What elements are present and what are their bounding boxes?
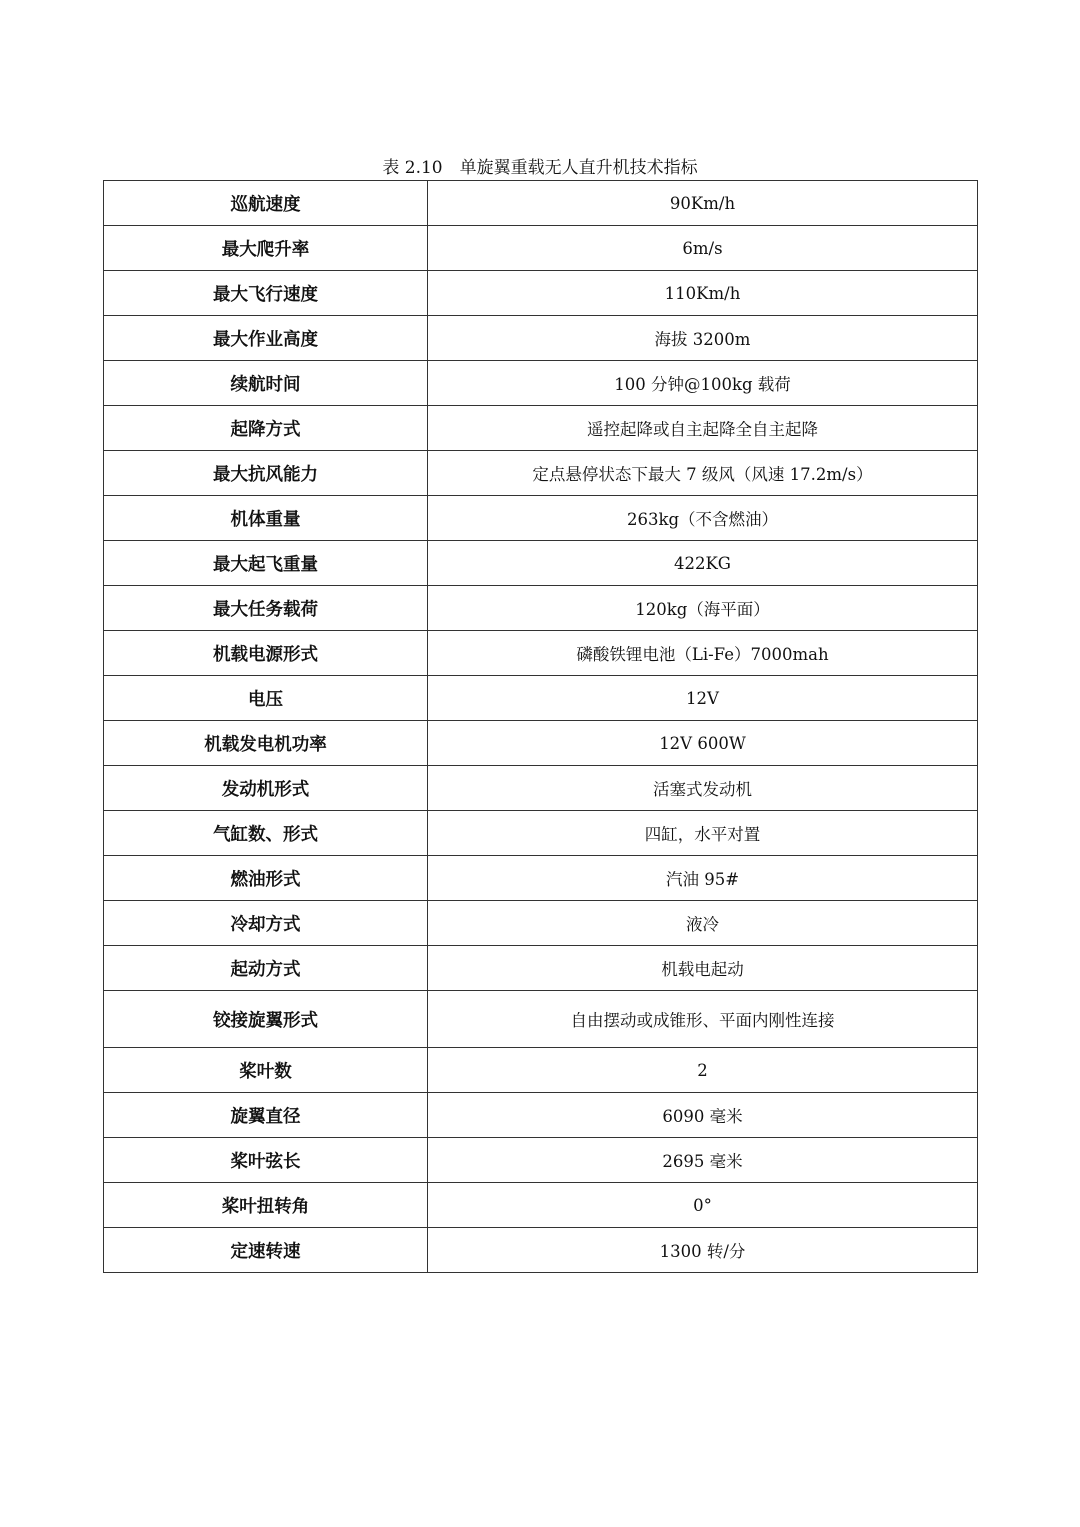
table-row <box>104 1183 978 1228</box>
param-value: 120kg（海平面） <box>428 586 978 631</box>
param-value: 海拔 3200m <box>428 316 978 361</box>
param-value: 2695 毫米 <box>428 1138 978 1183</box>
table-row <box>104 1048 978 1093</box>
param-name: 最大起飞重量 <box>104 541 428 586</box>
param-value: 422KG <box>428 541 978 586</box>
table-row <box>104 721 978 766</box>
param-name: 最大飞行速度 <box>104 271 428 316</box>
table-row <box>104 1093 978 1138</box>
table-caption: 表 2.10 单旋翼重载无人直升机技术指标 <box>382 158 698 178</box>
param-name: 桨叶数 <box>104 1048 428 1093</box>
param-name: 旋翼直径 <box>104 1093 428 1138</box>
param-value: 6m/s <box>428 226 978 271</box>
table-row <box>104 226 978 271</box>
param-value: 液冷 <box>428 901 978 946</box>
table-row <box>104 316 978 361</box>
param-value: 四缸，水平对置 <box>428 811 978 856</box>
table-row <box>104 406 978 451</box>
table-row <box>104 361 978 406</box>
param-name: 机载电源形式 <box>104 631 428 676</box>
param-name: 最大作业高度 <box>104 316 428 361</box>
param-name: 气缸数、形式 <box>104 811 428 856</box>
param-name: 机载发电机功率 <box>104 721 428 766</box>
param-name: 桨叶弦长 <box>104 1138 428 1183</box>
param-name: 巡航速度 <box>104 181 428 226</box>
param-name: 燃油形式 <box>104 856 428 901</box>
param-value: 90Km/h <box>428 181 978 226</box>
table-row <box>104 451 978 496</box>
table-row <box>104 1228 978 1273</box>
param-name: 起动方式 <box>104 946 428 991</box>
param-name: 最大任务载荷 <box>104 586 428 631</box>
param-value: 遥控起降或自主起降全自主起降 <box>428 406 978 451</box>
table-row <box>104 946 978 991</box>
table-row <box>104 676 978 721</box>
table-row <box>104 496 978 541</box>
param-value: 110Km/h <box>428 271 978 316</box>
param-value: 2 <box>428 1048 978 1093</box>
table-row <box>104 541 978 586</box>
param-value: 12V 600W <box>428 721 978 766</box>
table-row <box>104 901 978 946</box>
param-value: 汽油 95# <box>428 856 978 901</box>
param-value: 100 分钟@100kg 载荷 <box>428 361 978 406</box>
param-name: 冷却方式 <box>104 901 428 946</box>
param-name: 起降方式 <box>104 406 428 451</box>
table-row <box>104 271 978 316</box>
param-value: 磷酸铁锂电池（Li-Fe）7000mah <box>428 631 978 676</box>
param-name: 铰接旋翼形式 <box>104 991 428 1048</box>
param-value: 机载电起动 <box>428 946 978 991</box>
param-value: 263kg（不含燃油） <box>428 496 978 541</box>
param-name: 定速转速 <box>104 1228 428 1273</box>
table-row <box>104 181 978 226</box>
table-row <box>104 856 978 901</box>
param-value: 12V <box>428 676 978 721</box>
param-name: 桨叶扭转角 <box>104 1183 428 1228</box>
table-row <box>104 1138 978 1183</box>
param-name: 最大爬升率 <box>104 226 428 271</box>
table-row <box>104 766 978 811</box>
param-value: 1300 转/分 <box>428 1228 978 1273</box>
param-name: 发动机形式 <box>104 766 428 811</box>
param-value: 自由摆动或成锥形、平面内刚性连接 <box>428 991 978 1048</box>
param-value: 定点悬停状态下最大 7 级风（风速 17.2m/s） <box>428 451 978 496</box>
table-row <box>104 631 978 676</box>
spec-table <box>103 180 978 1273</box>
param-value: 6090 毫米 <box>428 1093 978 1138</box>
param-name: 机体重量 <box>104 496 428 541</box>
param-name: 电压 <box>104 676 428 721</box>
param-name: 续航时间 <box>104 361 428 406</box>
param-value: 0° <box>428 1183 978 1228</box>
param-name: 最大抗风能力 <box>104 451 428 496</box>
table-row <box>104 991 978 1048</box>
param-value: 活塞式发动机 <box>428 766 978 811</box>
table-row <box>104 586 978 631</box>
table-row <box>104 811 978 856</box>
